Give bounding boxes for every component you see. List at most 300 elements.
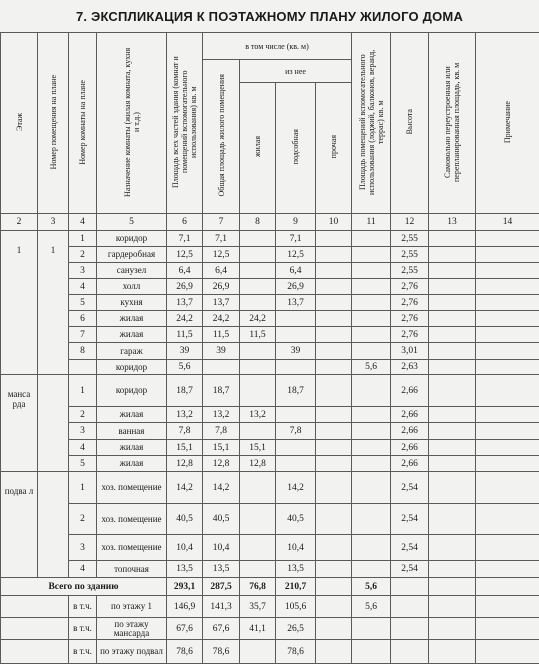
room-number-cell: 4 xyxy=(69,440,97,456)
total-living-area-cell: 24,2 xyxy=(203,311,240,327)
room-purpose-cell: хоз. помещение xyxy=(97,535,167,561)
auxiliary-use-area-cell xyxy=(352,263,391,279)
total-living-area-cell: 12,8 xyxy=(203,456,240,472)
table-row xyxy=(1,561,539,578)
auxiliary-area-cell xyxy=(276,360,316,375)
col-header-other xyxy=(316,83,352,214)
other-area-cell xyxy=(316,231,352,247)
living-area-cell xyxy=(240,247,276,263)
total-living-area-cell: 13,5 xyxy=(203,561,240,578)
table-row xyxy=(1,311,539,327)
living-area-cell xyxy=(240,561,276,578)
auxiliary-use-area-cell xyxy=(352,343,391,360)
subtotal-aux-area xyxy=(352,618,391,640)
other-area-cell xyxy=(316,440,352,456)
height-cell: 2,54 xyxy=(391,535,429,561)
col-header-living-text: жилая xyxy=(253,136,262,157)
living-area-cell xyxy=(240,504,276,535)
rebuilt-area-cell xyxy=(429,295,476,311)
subtotal-total-living: 67,6 xyxy=(203,618,240,640)
auxiliary-use-area-cell xyxy=(352,311,391,327)
total-aux-area: 5,6 xyxy=(352,578,391,596)
auxiliary-use-area-cell xyxy=(352,472,391,504)
table-row xyxy=(1,360,539,375)
other-area-cell xyxy=(316,535,352,561)
auxiliary-area-cell: 6,4 xyxy=(276,263,316,279)
subtotal-auxiliary: 105,6 xyxy=(276,596,316,618)
room-purpose-cell: гараж xyxy=(97,343,167,360)
subtotal-blank xyxy=(1,618,69,640)
total-living-area-cell: 13,2 xyxy=(203,407,240,423)
plan-room-number-cell: 1 xyxy=(38,231,69,375)
rebuilt-area-cell xyxy=(429,375,476,407)
room-purpose-cell: жилая xyxy=(97,407,167,423)
subtotal-blank xyxy=(1,640,69,664)
living-area-cell xyxy=(240,231,276,247)
subtotal-blank xyxy=(1,596,69,618)
auxiliary-use-area-cell xyxy=(352,247,391,263)
subtotal-prefix: в т.ч. xyxy=(69,640,97,664)
total-living-area: 287,5 xyxy=(203,578,240,596)
all-area-cell: 13,2 xyxy=(167,407,203,423)
living-area-cell: 11,5 xyxy=(240,327,276,343)
table-row xyxy=(1,263,539,279)
col-header-auxiliary-text: подсобная xyxy=(291,129,300,164)
note-cell xyxy=(476,456,539,472)
subtotal-row xyxy=(1,596,539,618)
subtotal-prefix: в т.ч. xyxy=(69,618,97,640)
total-living-area-cell: 14,2 xyxy=(203,472,240,504)
auxiliary-area-cell: 18,7 xyxy=(276,375,316,407)
total-living-area-cell: 26,9 xyxy=(203,279,240,295)
other-area-cell xyxy=(316,279,352,295)
column-numbers-row xyxy=(1,214,539,231)
room-purpose-cell: кухня xyxy=(97,295,167,311)
table-row xyxy=(1,247,539,263)
auxiliary-area-cell: 12,5 xyxy=(276,247,316,263)
col-header-room-purpose-text: Назначение комнаты (жилая комната, кухня и т.д.) xyxy=(123,47,141,197)
room-number-cell: 2 xyxy=(69,504,97,535)
living-area-cell: 24,2 xyxy=(240,311,276,327)
total-living-area-cell: 40,5 xyxy=(203,504,240,535)
auxiliary-area-cell xyxy=(276,407,316,423)
other-area-cell xyxy=(316,504,352,535)
note-cell xyxy=(476,407,539,423)
total-living-area-cell: 7,8 xyxy=(203,423,240,440)
column-number: 14 xyxy=(476,214,539,231)
all-area-cell: 15,1 xyxy=(167,440,203,456)
living-area-cell xyxy=(240,360,276,375)
all-area-cell: 7,1 xyxy=(167,231,203,247)
col-header-living xyxy=(240,83,276,214)
col-header-all-parts-area xyxy=(167,33,203,214)
floor-cell: подва л xyxy=(1,472,38,578)
height-cell: 2,55 xyxy=(391,263,429,279)
all-area-cell: 18,7 xyxy=(167,375,203,407)
subtotal-note xyxy=(476,596,539,618)
rebuilt-area-cell xyxy=(429,423,476,440)
all-area-cell: 13,7 xyxy=(167,295,203,311)
column-number: 12 xyxy=(391,214,429,231)
total-row xyxy=(1,578,539,596)
height-cell: 2,66 xyxy=(391,407,429,423)
room-purpose-cell: санузел xyxy=(97,263,167,279)
all-area-cell: 24,2 xyxy=(167,311,203,327)
subtotal-other xyxy=(316,618,352,640)
table-row xyxy=(1,343,539,360)
column-number: 3 xyxy=(38,214,69,231)
other-area-cell xyxy=(316,375,352,407)
subtotal-living: 35,7 xyxy=(240,596,276,618)
room-number-cell: 5 xyxy=(69,295,97,311)
room-number-cell: 5 xyxy=(69,456,97,472)
note-cell xyxy=(476,247,539,263)
room-number-cell: 2 xyxy=(69,407,97,423)
rebuilt-area-cell xyxy=(429,311,476,327)
total-living-area-cell: 12,5 xyxy=(203,247,240,263)
living-area-cell xyxy=(240,423,276,440)
room-number-cell: 4 xyxy=(69,279,97,295)
all-area-cell: 11,5 xyxy=(167,327,203,343)
subtotal-aux-area: 5,6 xyxy=(352,596,391,618)
note-cell xyxy=(476,295,539,311)
col-header-room-number xyxy=(69,33,97,214)
note-cell xyxy=(476,472,539,504)
column-number: 13 xyxy=(429,214,476,231)
all-area-cell: 7,8 xyxy=(167,423,203,440)
rebuilt-area-cell xyxy=(429,263,476,279)
all-area-cell: 12,8 xyxy=(167,456,203,472)
subtotal-height xyxy=(391,618,429,640)
all-area-cell: 6,4 xyxy=(167,263,203,279)
table-row xyxy=(1,535,539,561)
column-number: 5 xyxy=(97,214,167,231)
room-purpose-cell: коридор xyxy=(97,375,167,407)
room-purpose-cell: коридор xyxy=(97,360,167,375)
living-area-cell xyxy=(240,535,276,561)
room-number-cell: 3 xyxy=(69,423,97,440)
col-header-floor-text: Этаж xyxy=(15,113,24,131)
height-cell: 2,76 xyxy=(391,311,429,327)
subtotal-height xyxy=(391,640,429,664)
rebuilt-area-cell xyxy=(429,327,476,343)
subtotal-prefix: в т.ч. xyxy=(69,596,97,618)
room-number-cell: 3 xyxy=(69,535,97,561)
col-header-auxiliary-area-text: Площадь помещений вспомогательного использования (лоджий, балконов, веранд, террас) кв. м xyxy=(358,47,385,197)
col-header-auxiliary xyxy=(276,83,316,214)
explication-table xyxy=(0,32,539,664)
auxiliary-use-area-cell xyxy=(352,407,391,423)
all-area-cell: 39 xyxy=(167,343,203,360)
col-header-all-parts-area-text: Площадь всех частей здания (комнат и помещений вспомогательного использования) кв. м xyxy=(171,47,198,197)
table-row xyxy=(1,231,539,247)
all-area-cell: 5,6 xyxy=(167,360,203,375)
all-area-cell: 40,5 xyxy=(167,504,203,535)
height-cell: 2,63 xyxy=(391,360,429,375)
auxiliary-use-area-cell xyxy=(352,423,391,440)
rebuilt-area-cell xyxy=(429,247,476,263)
rebuilt-area-cell xyxy=(429,407,476,423)
auxiliary-area-cell: 26,9 xyxy=(276,279,316,295)
rebuilt-area-cell xyxy=(429,472,476,504)
height-cell: 2,54 xyxy=(391,472,429,504)
room-number-cell: 8 xyxy=(69,343,97,360)
subtotal-living xyxy=(240,640,276,664)
height-cell: 2,66 xyxy=(391,440,429,456)
col-header-total-living-area-text: Общая площадь жилого помещения xyxy=(217,74,226,197)
plan-room-number-cell xyxy=(38,472,69,578)
other-area-cell xyxy=(316,311,352,327)
subtotal-rebuilt xyxy=(429,618,476,640)
room-number-cell: 4 xyxy=(69,561,97,578)
room-number-cell: 2 xyxy=(69,247,97,263)
rebuilt-area-cell xyxy=(429,360,476,375)
room-number-cell: 3 xyxy=(69,263,97,279)
col-header-note-text: Примечание xyxy=(503,101,512,143)
subtotal-total-living: 141,3 xyxy=(203,596,240,618)
subtotal-auxiliary: 26,5 xyxy=(276,618,316,640)
living-area-cell xyxy=(240,295,276,311)
subtotal-note xyxy=(476,640,539,664)
all-area-cell: 13,5 xyxy=(167,561,203,578)
room-purpose-cell: жилая xyxy=(97,456,167,472)
rebuilt-area-cell xyxy=(429,504,476,535)
height-cell: 2,76 xyxy=(391,327,429,343)
column-number: 8 xyxy=(240,214,276,231)
rebuilt-area-cell xyxy=(429,231,476,247)
other-area-cell xyxy=(316,561,352,578)
note-cell xyxy=(476,504,539,535)
note-cell xyxy=(476,311,539,327)
height-cell: 2,55 xyxy=(391,231,429,247)
column-number: 2 xyxy=(1,214,38,231)
total-height xyxy=(391,578,429,596)
table-row xyxy=(1,407,539,423)
column-number: 11 xyxy=(352,214,391,231)
room-purpose-cell: жилая xyxy=(97,327,167,343)
col-header-rebuilt-area xyxy=(429,33,476,214)
col-header-plan-room-number xyxy=(38,33,69,214)
auxiliary-area-cell xyxy=(276,311,316,327)
total-living-area-cell: 11,5 xyxy=(203,327,240,343)
note-cell xyxy=(476,423,539,440)
living-area-cell: 15,1 xyxy=(240,440,276,456)
room-number-cell: 7 xyxy=(69,327,97,343)
room-number-cell: 1 xyxy=(69,231,97,247)
room-purpose-cell: гардеробная xyxy=(97,247,167,263)
page-title: 7. ЭКСПЛИКАЦИЯ К ПОЭТАЖНОМУ ПЛАНУ ЖИЛОГО ДОМА xyxy=(0,9,539,24)
subtotal-living: 41,1 xyxy=(240,618,276,640)
total-living-area-cell: 39 xyxy=(203,343,240,360)
header-row xyxy=(1,33,539,60)
column-number: 4 xyxy=(69,214,97,231)
room-purpose-cell: коридор xyxy=(97,231,167,247)
height-cell: 2,54 xyxy=(391,504,429,535)
living-area-cell xyxy=(240,343,276,360)
total-living-area-cell xyxy=(203,360,240,375)
plan-room-number-cell xyxy=(38,375,69,472)
living-area-cell xyxy=(240,279,276,295)
room-purpose-cell: ванная xyxy=(97,423,167,440)
auxiliary-area-cell: 40,5 xyxy=(276,504,316,535)
all-area-cell: 14,2 xyxy=(167,472,203,504)
subtotal-all-area: 67,6 xyxy=(167,618,203,640)
room-purpose-cell: жилая xyxy=(97,440,167,456)
col-header-room-number-text: Номер комнаты на плане xyxy=(78,80,87,165)
room-number-cell: 6 xyxy=(69,311,97,327)
other-area-cell xyxy=(316,247,352,263)
subtotal-other xyxy=(316,596,352,618)
column-number: 7 xyxy=(203,214,240,231)
height-cell: 2,66 xyxy=(391,423,429,440)
living-area-cell: 12,8 xyxy=(240,456,276,472)
subtotal-label: по этажу подвал xyxy=(97,640,167,664)
auxiliary-use-area-cell: 5,6 xyxy=(352,360,391,375)
room-number-cell: 1 xyxy=(69,375,97,407)
subtotal-total-living: 78,6 xyxy=(203,640,240,664)
note-cell xyxy=(476,561,539,578)
rebuilt-area-cell xyxy=(429,456,476,472)
other-area-cell xyxy=(316,263,352,279)
room-purpose-cell: хоз. помещение xyxy=(97,504,167,535)
subtotal-rebuilt xyxy=(429,640,476,664)
auxiliary-area-cell: 7,8 xyxy=(276,423,316,440)
living-area-cell: 13,2 xyxy=(240,407,276,423)
rebuilt-area-cell xyxy=(429,343,476,360)
room-purpose-cell: хоз. помещение xyxy=(97,472,167,504)
subtotal-aux-area xyxy=(352,640,391,664)
height-cell: 3,01 xyxy=(391,343,429,360)
other-area-cell xyxy=(316,360,352,375)
table-row xyxy=(1,440,539,456)
auxiliary-area-cell: 14,2 xyxy=(276,472,316,504)
total-living: 76,8 xyxy=(240,578,276,596)
living-area-cell xyxy=(240,375,276,407)
total-living-area-cell: 13,7 xyxy=(203,295,240,311)
table-row xyxy=(1,504,539,535)
total-auxiliary: 210,7 xyxy=(276,578,316,596)
subtotal-row xyxy=(1,618,539,640)
table-row xyxy=(1,375,539,407)
subtotal-rebuilt xyxy=(429,596,476,618)
room-number-cell xyxy=(69,360,97,375)
rebuilt-area-cell xyxy=(429,561,476,578)
note-cell xyxy=(476,375,539,407)
floor-cell: 1 xyxy=(1,231,38,375)
note-cell xyxy=(476,231,539,247)
auxiliary-area-cell: 13,5 xyxy=(276,561,316,578)
auxiliary-use-area-cell xyxy=(352,279,391,295)
total-note xyxy=(476,578,539,596)
auxiliary-use-area-cell xyxy=(352,456,391,472)
height-cell: 2,55 xyxy=(391,247,429,263)
subtotal-label: по этажу 1 xyxy=(97,596,167,618)
total-label: Всего по зданию xyxy=(1,578,167,596)
rebuilt-area-cell xyxy=(429,440,476,456)
auxiliary-use-area-cell xyxy=(352,535,391,561)
note-cell xyxy=(476,343,539,360)
note-cell xyxy=(476,279,539,295)
col-header-height xyxy=(391,33,429,214)
living-area-cell xyxy=(240,472,276,504)
subtotal-label: по этажу мансарда xyxy=(97,618,167,640)
col-header-height-text: Высота xyxy=(405,109,414,134)
table-row xyxy=(1,327,539,343)
subtotal-row xyxy=(1,640,539,664)
auxiliary-area-cell xyxy=(276,440,316,456)
note-cell xyxy=(476,263,539,279)
auxiliary-use-area-cell xyxy=(352,504,391,535)
subtotal-auxiliary: 78,6 xyxy=(276,640,316,664)
auxiliary-use-area-cell xyxy=(352,295,391,311)
table-row xyxy=(1,472,539,504)
note-cell xyxy=(476,360,539,375)
col-header-note xyxy=(476,33,539,214)
col-header-total-living-area xyxy=(203,60,240,214)
auxiliary-area-cell xyxy=(276,456,316,472)
total-living-area-cell: 7,1 xyxy=(203,231,240,247)
other-area-cell xyxy=(316,343,352,360)
total-living-area-cell: 18,7 xyxy=(203,375,240,407)
all-area-cell: 26,9 xyxy=(167,279,203,295)
note-cell xyxy=(476,440,539,456)
room-number-cell: 1 xyxy=(69,472,97,504)
rebuilt-area-cell xyxy=(429,279,476,295)
subtotal-all-area: 146,9 xyxy=(167,596,203,618)
auxiliary-area-cell: 39 xyxy=(276,343,316,360)
other-area-cell xyxy=(316,472,352,504)
col-header-auxiliary-area xyxy=(352,33,391,214)
note-cell xyxy=(476,535,539,561)
all-area-cell: 10,4 xyxy=(167,535,203,561)
subtotal-other xyxy=(316,640,352,664)
col-header-other-text: прочая xyxy=(329,135,338,158)
column-number: 9 xyxy=(276,214,316,231)
table-row xyxy=(1,456,539,472)
col-header-of-them: из нее xyxy=(240,60,352,83)
auxiliary-use-area-cell xyxy=(352,440,391,456)
height-cell: 2,66 xyxy=(391,456,429,472)
auxiliary-area-cell: 10,4 xyxy=(276,535,316,561)
subtotal-height xyxy=(391,596,429,618)
room-purpose-cell: жилая xyxy=(97,311,167,327)
column-number: 10 xyxy=(316,214,352,231)
col-header-including: в том числе (кв. м) xyxy=(203,33,352,60)
table-body xyxy=(1,231,539,578)
table-row xyxy=(1,295,539,311)
subtotal-note xyxy=(476,618,539,640)
col-header-room-purpose xyxy=(97,33,167,214)
total-living-area-cell: 6,4 xyxy=(203,263,240,279)
col-header-rebuilt-area-text: Самовольно переустроенная или перепланированная площадь, кв. м xyxy=(443,47,461,197)
total-all-area: 293,1 xyxy=(167,578,203,596)
auxiliary-area-cell: 13,7 xyxy=(276,295,316,311)
height-cell: 2,76 xyxy=(391,295,429,311)
total-living-area-cell: 15,1 xyxy=(203,440,240,456)
other-area-cell xyxy=(316,295,352,311)
total-rebuilt xyxy=(429,578,476,596)
all-area-cell: 12,5 xyxy=(167,247,203,263)
total-other xyxy=(316,578,352,596)
height-cell: 2,66 xyxy=(391,375,429,407)
total-living-area-cell: 10,4 xyxy=(203,535,240,561)
col-header-floor xyxy=(1,33,38,214)
table-row xyxy=(1,279,539,295)
other-area-cell xyxy=(316,327,352,343)
auxiliary-use-area-cell xyxy=(352,561,391,578)
room-purpose-cell: холл xyxy=(97,279,167,295)
other-area-cell xyxy=(316,407,352,423)
